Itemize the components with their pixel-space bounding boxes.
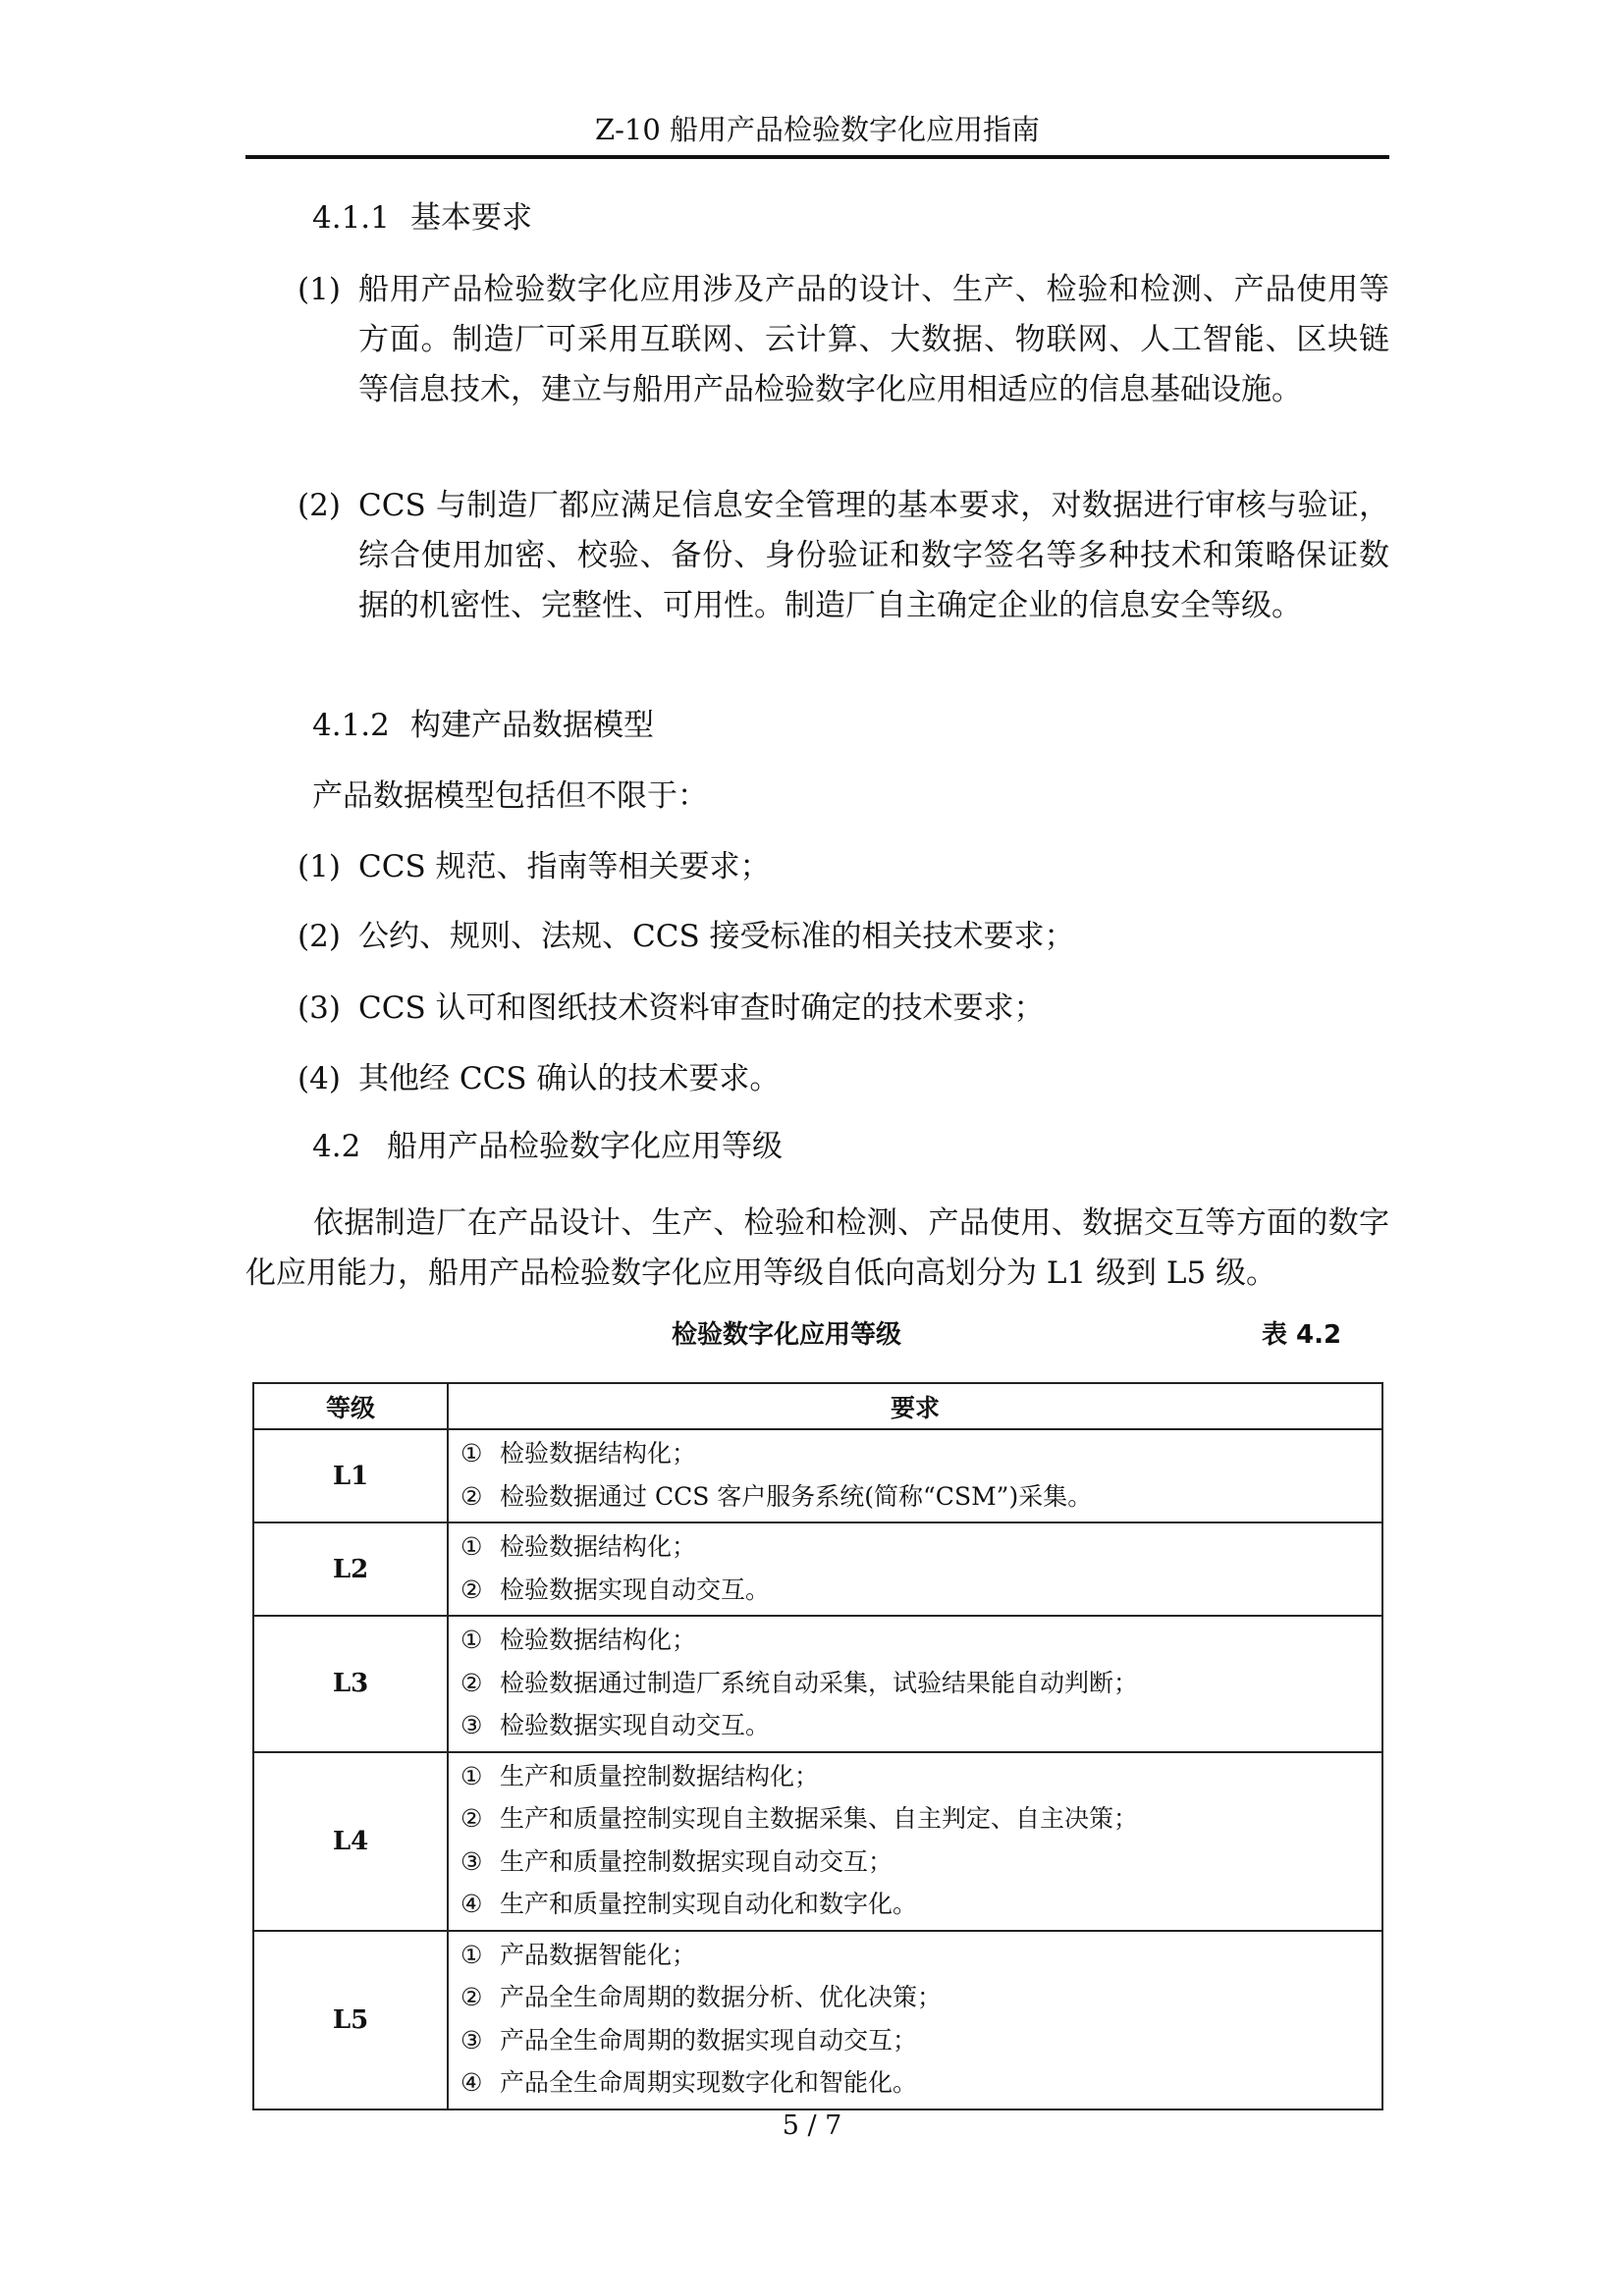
item-number: ① bbox=[460, 1626, 483, 1654]
requirement-text: 生产和质量控制数据实现自动交互； bbox=[500, 1846, 893, 1876]
requirement-text: 检验数据结构化； bbox=[500, 1532, 697, 1561]
requirement-text: 检验数据通过 CCS 客户服务系统(简称“CSM”)采集。 bbox=[500, 1481, 1093, 1511]
requirement-line bbox=[460, 1432, 1381, 1475]
requirement-text: 生产和质量控制实现自动化和数字化。 bbox=[500, 1890, 918, 1918]
list-marker: (1) bbox=[298, 849, 341, 884]
requirement-line bbox=[460, 1525, 1381, 1569]
item-number: ① bbox=[460, 1940, 483, 1969]
list-marker: (4) bbox=[298, 1061, 341, 1096]
requirement-line bbox=[460, 1662, 1381, 1705]
level-cell: L2 bbox=[253, 1522, 448, 1616]
list-item bbox=[298, 1054, 1389, 1104]
requirement-text: 检验数据结构化； bbox=[500, 1626, 697, 1654]
requirement-text: 生产和质量控制数据结构化； bbox=[500, 1761, 820, 1790]
item-number: ② bbox=[460, 1804, 483, 1833]
table-row bbox=[253, 1931, 1382, 2109]
requirement-line bbox=[460, 1619, 1381, 1662]
section-heading-4-2 bbox=[312, 1125, 783, 1168]
requirement-line bbox=[460, 1475, 1381, 1519]
list-item bbox=[298, 842, 1389, 892]
level-cell: L1 bbox=[253, 1429, 448, 1522]
section-number: 4.2 bbox=[312, 1129, 361, 1164]
column-header-requirement: 要求 bbox=[448, 1383, 1382, 1429]
list-item-text: CCS 规范、指南等相关要求； bbox=[358, 849, 771, 884]
item-number: ② bbox=[460, 1575, 483, 1604]
section-title: 构建产品数据模型 bbox=[410, 708, 654, 743]
item-number: ③ bbox=[460, 2025, 483, 2055]
list-item-text: CCS 认可和图纸技术资料审查时确定的技术要求； bbox=[358, 990, 1045, 1026]
level-cell: L5 bbox=[253, 1931, 448, 2109]
requirement-text: 生产和质量控制实现自主数据采集、自主判定、自主决策； bbox=[500, 1804, 1139, 1833]
header-rule bbox=[245, 155, 1389, 159]
section-paragraph: 依据制造厂在产品设计、生产、检验和检测、产品使用、数据交互等方面的数字化应用能力，船用产品检验数字化应用等级自低向高划分为 L1 级到 L5 级。 bbox=[245, 1205, 1389, 1291]
requirement-line bbox=[460, 2019, 1381, 2062]
list-marker: (2) bbox=[298, 919, 341, 954]
list-marker: (3) bbox=[298, 990, 341, 1026]
table-caption: 检验数字化应用等级 bbox=[672, 1320, 902, 1350]
list-item-text: 其他经 CCS 确认的技术要求。 bbox=[358, 1061, 781, 1096]
levels-table bbox=[252, 1382, 1383, 2110]
section-number: 4.1.2 bbox=[312, 708, 390, 743]
list-item bbox=[298, 984, 1389, 1034]
requirement-line bbox=[460, 1569, 1381, 1612]
requirement-cell bbox=[448, 1616, 1382, 1752]
requirement-line bbox=[460, 1883, 1381, 1926]
requirement-cell bbox=[448, 1931, 1382, 2109]
requirement-line bbox=[460, 1797, 1381, 1841]
table-header-row bbox=[253, 1383, 1382, 1429]
requirement-line bbox=[460, 2061, 1381, 2105]
list-item bbox=[298, 265, 1389, 415]
list-item-text: 船用产品检验数字化应用涉及产品的设计、生产、检验和检测、产品使用等方面。制造厂可采用互联网、云计算、大数据、物联网、人工智能、区块链等信息技术，建立与船用产品检验数字化应用相适应的信息基础设施。 bbox=[358, 272, 1389, 407]
requirement-cell bbox=[448, 1522, 1382, 1616]
requirement-cell bbox=[448, 1429, 1382, 1522]
page-header: Z-10 船用产品检验数字化应用指南 bbox=[594, 113, 1041, 146]
requirement-cell bbox=[448, 1752, 1382, 1931]
item-number: ③ bbox=[460, 1846, 483, 1876]
table-row bbox=[253, 1429, 1382, 1522]
list-marker: (1) bbox=[298, 272, 341, 307]
section-title: 船用产品检验数字化应用等级 bbox=[387, 1129, 783, 1164]
section-heading-4-1-2 bbox=[312, 704, 654, 747]
requirement-line bbox=[460, 1755, 1381, 1798]
item-number: ④ bbox=[460, 1890, 483, 1918]
section-number: 4.1.1 bbox=[312, 200, 390, 236]
requirement-text: 检验数据实现自动交互。 bbox=[500, 1711, 771, 1739]
requirement-text: 检验数据实现自动交互。 bbox=[500, 1575, 771, 1604]
table-row bbox=[253, 1522, 1382, 1616]
level-cell: L3 bbox=[253, 1616, 448, 1752]
list-item bbox=[298, 912, 1389, 962]
item-number: ② bbox=[460, 1668, 483, 1697]
item-number: ④ bbox=[460, 2068, 483, 2097]
section-title: 基本要求 bbox=[410, 200, 532, 236]
item-number: ① bbox=[460, 1532, 483, 1561]
column-header-level: 等级 bbox=[253, 1383, 448, 1429]
requirement-text: 检验数据结构化； bbox=[500, 1439, 697, 1468]
item-number: ② bbox=[460, 1983, 483, 2011]
requirement-text: 产品全生命周期的数据实现自动交互； bbox=[500, 2025, 918, 2055]
section-heading-4-1-1 bbox=[312, 196, 532, 240]
item-number: ① bbox=[460, 1439, 483, 1468]
list-item-text: 公约、规则、法规、CCS 接受标准的相关技术要求； bbox=[358, 919, 1075, 954]
table-row bbox=[253, 1752, 1382, 1931]
requirement-text: 检验数据通过制造厂系统自动采集，试验结果能自动判断； bbox=[500, 1668, 1139, 1697]
page-number: 5 / 7 bbox=[782, 2110, 842, 2141]
table-number: 表 4.2 bbox=[1262, 1320, 1342, 1350]
requirement-line bbox=[460, 1704, 1381, 1747]
list-marker: (2) bbox=[298, 488, 341, 523]
item-number: ① bbox=[460, 1761, 483, 1790]
item-number: ③ bbox=[460, 1711, 483, 1739]
requirement-text: 产品全生命周期的数据分析、优化决策； bbox=[500, 1983, 943, 2011]
list-item bbox=[298, 481, 1389, 631]
requirement-line bbox=[460, 1934, 1381, 1977]
section-intro: 产品数据模型包括但不限于： bbox=[312, 778, 708, 814]
level-cell: L4 bbox=[253, 1752, 448, 1931]
item-number: ② bbox=[460, 1481, 483, 1511]
requirement-line bbox=[460, 1841, 1381, 1884]
requirement-text: 产品数据智能化； bbox=[500, 1940, 697, 1969]
list-item-text: CCS 与制造厂都应满足信息安全管理的基本要求，对数据进行审核与验证，综合使用加密、校验、备份、身份验证和数字签名等多种技术和策略保证数据的机密性、完整性、可用性。制造厂自主确定企业的信息安全等级。 bbox=[358, 488, 1389, 623]
table-row bbox=[253, 1616, 1382, 1752]
requirement-line bbox=[460, 1976, 1381, 2019]
requirement-text: 产品全生命周期实现数字化和智能化。 bbox=[500, 2068, 918, 2097]
